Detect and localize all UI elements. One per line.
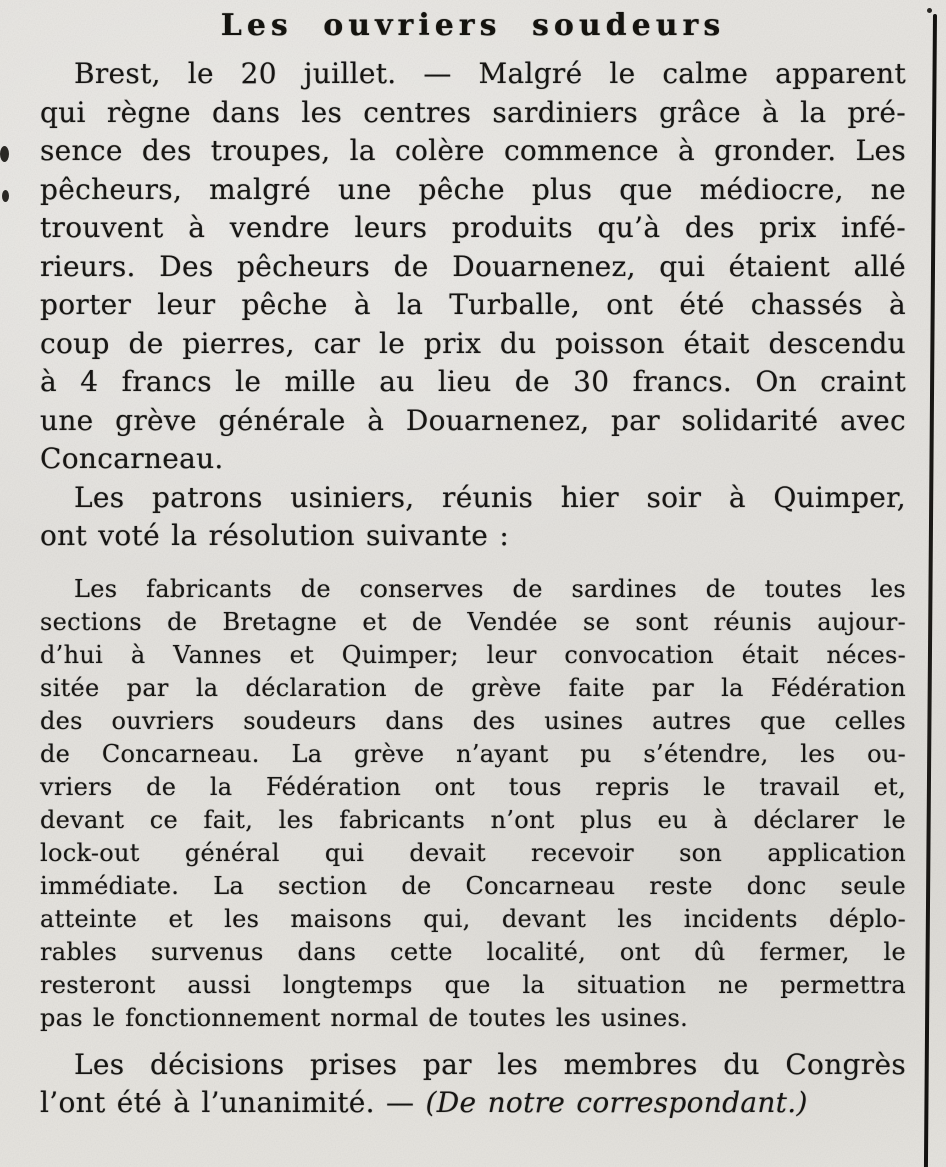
text-segment: Brest, le 20 juillet. — Malgré le calme apparent <box>74 57 906 90</box>
text-line <box>40 936 906 969</box>
text-line <box>40 738 906 771</box>
correspondent-note: (De notre correspondant.) <box>425 1086 808 1119</box>
text-segment: sitée par la déclaration de grève faite par la Fédération <box>40 673 906 702</box>
text-line <box>40 672 906 705</box>
text-line <box>40 479 906 518</box>
paragraph <box>40 573 906 1035</box>
text-segment: ont voté la résolution suivante : <box>40 519 510 552</box>
text-line <box>40 325 906 364</box>
text-segment: l’ont été à l’unanimité. — <box>40 1086 426 1119</box>
text-line <box>40 286 906 325</box>
text-segment: d’hui à Vannes et Quimper; leur convocation était néces- <box>40 640 906 669</box>
text-segment: porter leur pêche à la Turballe, ont été chassés à <box>40 288 906 321</box>
text-segment: lock-out général qui devait recevoir son application <box>40 838 906 867</box>
text-segment: qui règne dans les centres sardiniers grâce à la pré- <box>40 95 906 129</box>
text-line <box>40 171 906 210</box>
text-segment: atteinte et les maisons qui, devant les incidents déplo- <box>40 904 906 933</box>
text-line <box>40 402 906 441</box>
paragraph <box>40 479 906 556</box>
text-segment: des ouvriers soudeurs dans des usines autres que celles <box>40 706 906 735</box>
text-segment: sections de Bretagne et de Vendée se sont réunis aujour- <box>40 607 906 636</box>
text-line <box>40 837 906 870</box>
text-line <box>40 1084 906 1123</box>
text-line <box>40 440 906 479</box>
text-segment: Les fabricants de conserves de sardines de toutes les <box>74 574 906 603</box>
text-line <box>40 639 906 672</box>
text-segment: resteront aussi longtemps que la situation ne permettra <box>40 970 906 999</box>
text-segment: devant ce fait, les fabricants n’ont plus eu à déclarer le <box>40 805 906 834</box>
text-line <box>40 1046 906 1085</box>
text-segment: coup de pierres, car le prix du poisson était descendu <box>40 326 906 360</box>
text-segment: vriers de la Fédération ont tous repris le travail et, <box>40 772 906 801</box>
text-segment: pêcheurs, malgré une pêche plus que médiocre, ne <box>40 172 906 206</box>
text-line <box>40 804 906 837</box>
text-segment: immédiate. La section de Concarneau reste donc seule <box>40 871 906 900</box>
text-segment: rables survenus dans cette localité, ont dû fermer, le <box>40 937 906 966</box>
text-line <box>40 132 906 171</box>
text-line <box>40 903 906 936</box>
text-segment: rieurs. Des pêcheurs de Douarnenez, qui étaient allé <box>40 249 906 283</box>
text-segment: trouvent à vendre leurs produits qu’à des prix infé- <box>40 211 906 244</box>
text-line <box>40 870 906 903</box>
column-rule-divider <box>924 14 937 1167</box>
ink-speck <box>0 146 9 162</box>
text-line <box>40 55 906 94</box>
text-segment: Concarneau. <box>40 442 224 475</box>
text-line <box>40 606 906 639</box>
paragraph <box>40 1046 906 1123</box>
text-segment: de Concarneau. La grève n’ayant pu s’étendre, les ou- <box>40 739 906 768</box>
text-segment: Les patrons usiniers, réunis hier soir à Quimper, <box>74 480 906 514</box>
text-line <box>40 969 906 1002</box>
article-body <box>40 55 906 1123</box>
ink-speck <box>2 190 9 202</box>
article-column <box>40 4 906 1123</box>
text-line <box>40 771 906 804</box>
text-segment: pas le fonctionnement normal de toutes les usines. <box>40 1003 689 1032</box>
text-segment: à 4 francs le mille au lieu de 30 francs. On craint <box>40 365 906 398</box>
text-line <box>40 248 906 287</box>
text-line <box>40 517 906 556</box>
text-segment: une grève générale à Douarnenez, par solidarité avec <box>40 403 906 437</box>
text-line <box>40 363 906 402</box>
ink-speck <box>927 8 932 13</box>
text-segment: Les décisions prises par les membres du Congrès <box>74 1047 906 1081</box>
text-line <box>40 1002 906 1035</box>
text-line <box>40 705 906 738</box>
text-segment: sence des troupes, la colère commence à gronder. Les <box>40 134 906 167</box>
text-line <box>40 209 906 248</box>
article-title: Les ouvriers soudeurs <box>220 8 726 43</box>
text-line <box>40 573 906 606</box>
paragraph <box>40 55 906 479</box>
text-line <box>40 94 906 133</box>
